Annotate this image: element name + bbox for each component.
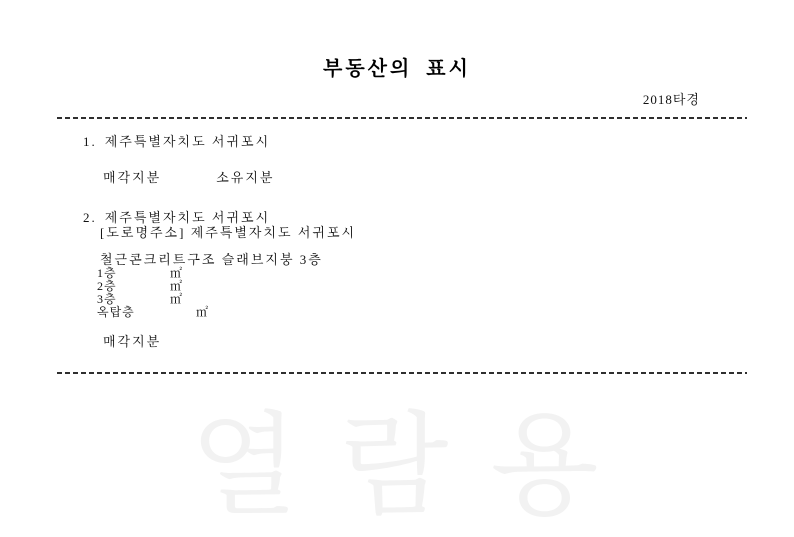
building-structure: 철근콘크리트구조 슬래브지붕 3층 <box>100 252 323 267</box>
case-number: 2018타경 <box>642 92 700 107</box>
item-1-address: 제주특별자치도 서귀포시 <box>104 134 271 149</box>
viewing-copy-watermark: 열람용 <box>190 405 641 529</box>
item-1-share-labels <box>103 171 274 185</box>
floor-2-label: 2층 <box>97 279 117 293</box>
property-item-1 <box>83 135 270 149</box>
divider-bottom <box>57 372 747 374</box>
item-1-ownership-share-label: 소유지분 <box>216 170 275 185</box>
floor-3-label: 3층 <box>97 292 117 306</box>
rooftop-floor-area-unit: ㎡ <box>196 305 210 319</box>
item-2-address: 제주특별자치도 서귀포시 <box>104 210 271 225</box>
item-1-sale-share-label: 매각지분 <box>103 170 162 185</box>
item-1-number: 1. <box>83 134 97 149</box>
floor-2-area-unit: ㎡ <box>170 279 184 293</box>
item-2-number: 2. <box>83 210 97 225</box>
property-item-2 <box>83 211 270 225</box>
item-2-sale-share-label: 매각지분 <box>103 334 162 349</box>
item-2-road-address: [도로명주소] 제주특별자치도 서귀포시 <box>100 225 357 240</box>
building-floor-row <box>97 306 209 319</box>
divider-top <box>57 117 747 119</box>
floor-1-label: 1층 <box>97 266 117 280</box>
rooftop-floor-label: 옥탑층 <box>97 305 135 319</box>
floor-3-area-unit: ㎡ <box>170 292 184 306</box>
page-title: 부동산의 표시 <box>323 58 471 80</box>
floor-1-area-unit: ㎡ <box>170 266 184 280</box>
